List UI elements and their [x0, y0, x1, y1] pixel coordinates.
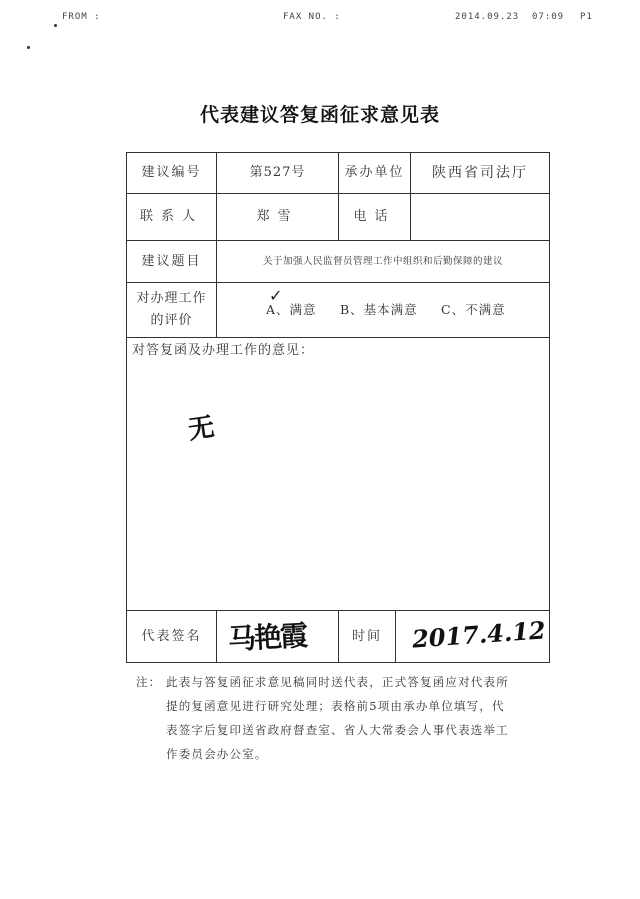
contact-label: 联系人	[139, 209, 203, 224]
option-satisfied[interactable]: A、满意	[266, 302, 317, 317]
opinion-label: 对答复函及办理工作的意见：	[132, 343, 315, 358]
handling-unit-value: 陕西省司法厅	[432, 165, 528, 181]
fax-time: 07:09	[532, 12, 565, 22]
time-label: 时间	[351, 628, 382, 644]
footnote	[136, 670, 556, 766]
proposal-number-label: 建议编号	[141, 165, 202, 180]
scan-speck	[54, 24, 57, 27]
evaluation-label-line2: 的评价	[150, 313, 193, 328]
signature-value: 马艳霞	[227, 618, 307, 657]
fax-date: 2014.09.23	[455, 12, 520, 22]
evaluation-label	[127, 283, 216, 337]
check-mark-icon: ✓	[269, 286, 283, 305]
fax-from: FROM :	[62, 12, 101, 22]
opinion-handwriting: 无	[186, 412, 217, 446]
topic-value: 关于加强人民监督员管理工作中组织和后勤保障的建议	[262, 255, 503, 267]
time-value: 2017.4.12	[411, 615, 547, 654]
topic-label: 建议题目	[141, 253, 202, 269]
evaluation-label-line1: 对办理工作	[136, 291, 207, 306]
signature-label: 代表签名	[141, 628, 202, 644]
footnote-line: 此表与答复函征求意见稿同时送代表，正式答复函应对代表所	[166, 675, 509, 689]
footnote-line: 提的复函意见进行研究处理；表格前5项由承办单位填写，代	[166, 699, 505, 713]
phone-label: 电话	[353, 209, 396, 224]
contact-value: 郑雪	[256, 209, 299, 224]
footnote-line: 作委员会办公室。	[166, 747, 268, 761]
scan-speck	[27, 46, 30, 49]
footnote-line: 表签字后复印送省政府督查室、省人大常委会人事代表选举工	[166, 723, 509, 737]
phone-value	[411, 194, 549, 240]
col-divider	[216, 610, 217, 663]
document-title: 代表建议答复函征求意见表	[199, 104, 440, 126]
fax-header	[0, 8, 640, 28]
proposal-number-value: 第527号	[249, 165, 306, 180]
option-basically-satisfied[interactable]: B、基本满意	[340, 302, 418, 317]
fax-number: FAX NO. :	[283, 12, 341, 22]
footnote-label: 注：	[136, 675, 162, 689]
col-divider	[395, 610, 396, 663]
handling-unit-label: 承办单位	[344, 165, 405, 180]
fax-page: P1	[580, 12, 593, 22]
option-not-satisfied[interactable]: C、不满意	[441, 302, 506, 317]
table-border-right	[549, 152, 550, 663]
